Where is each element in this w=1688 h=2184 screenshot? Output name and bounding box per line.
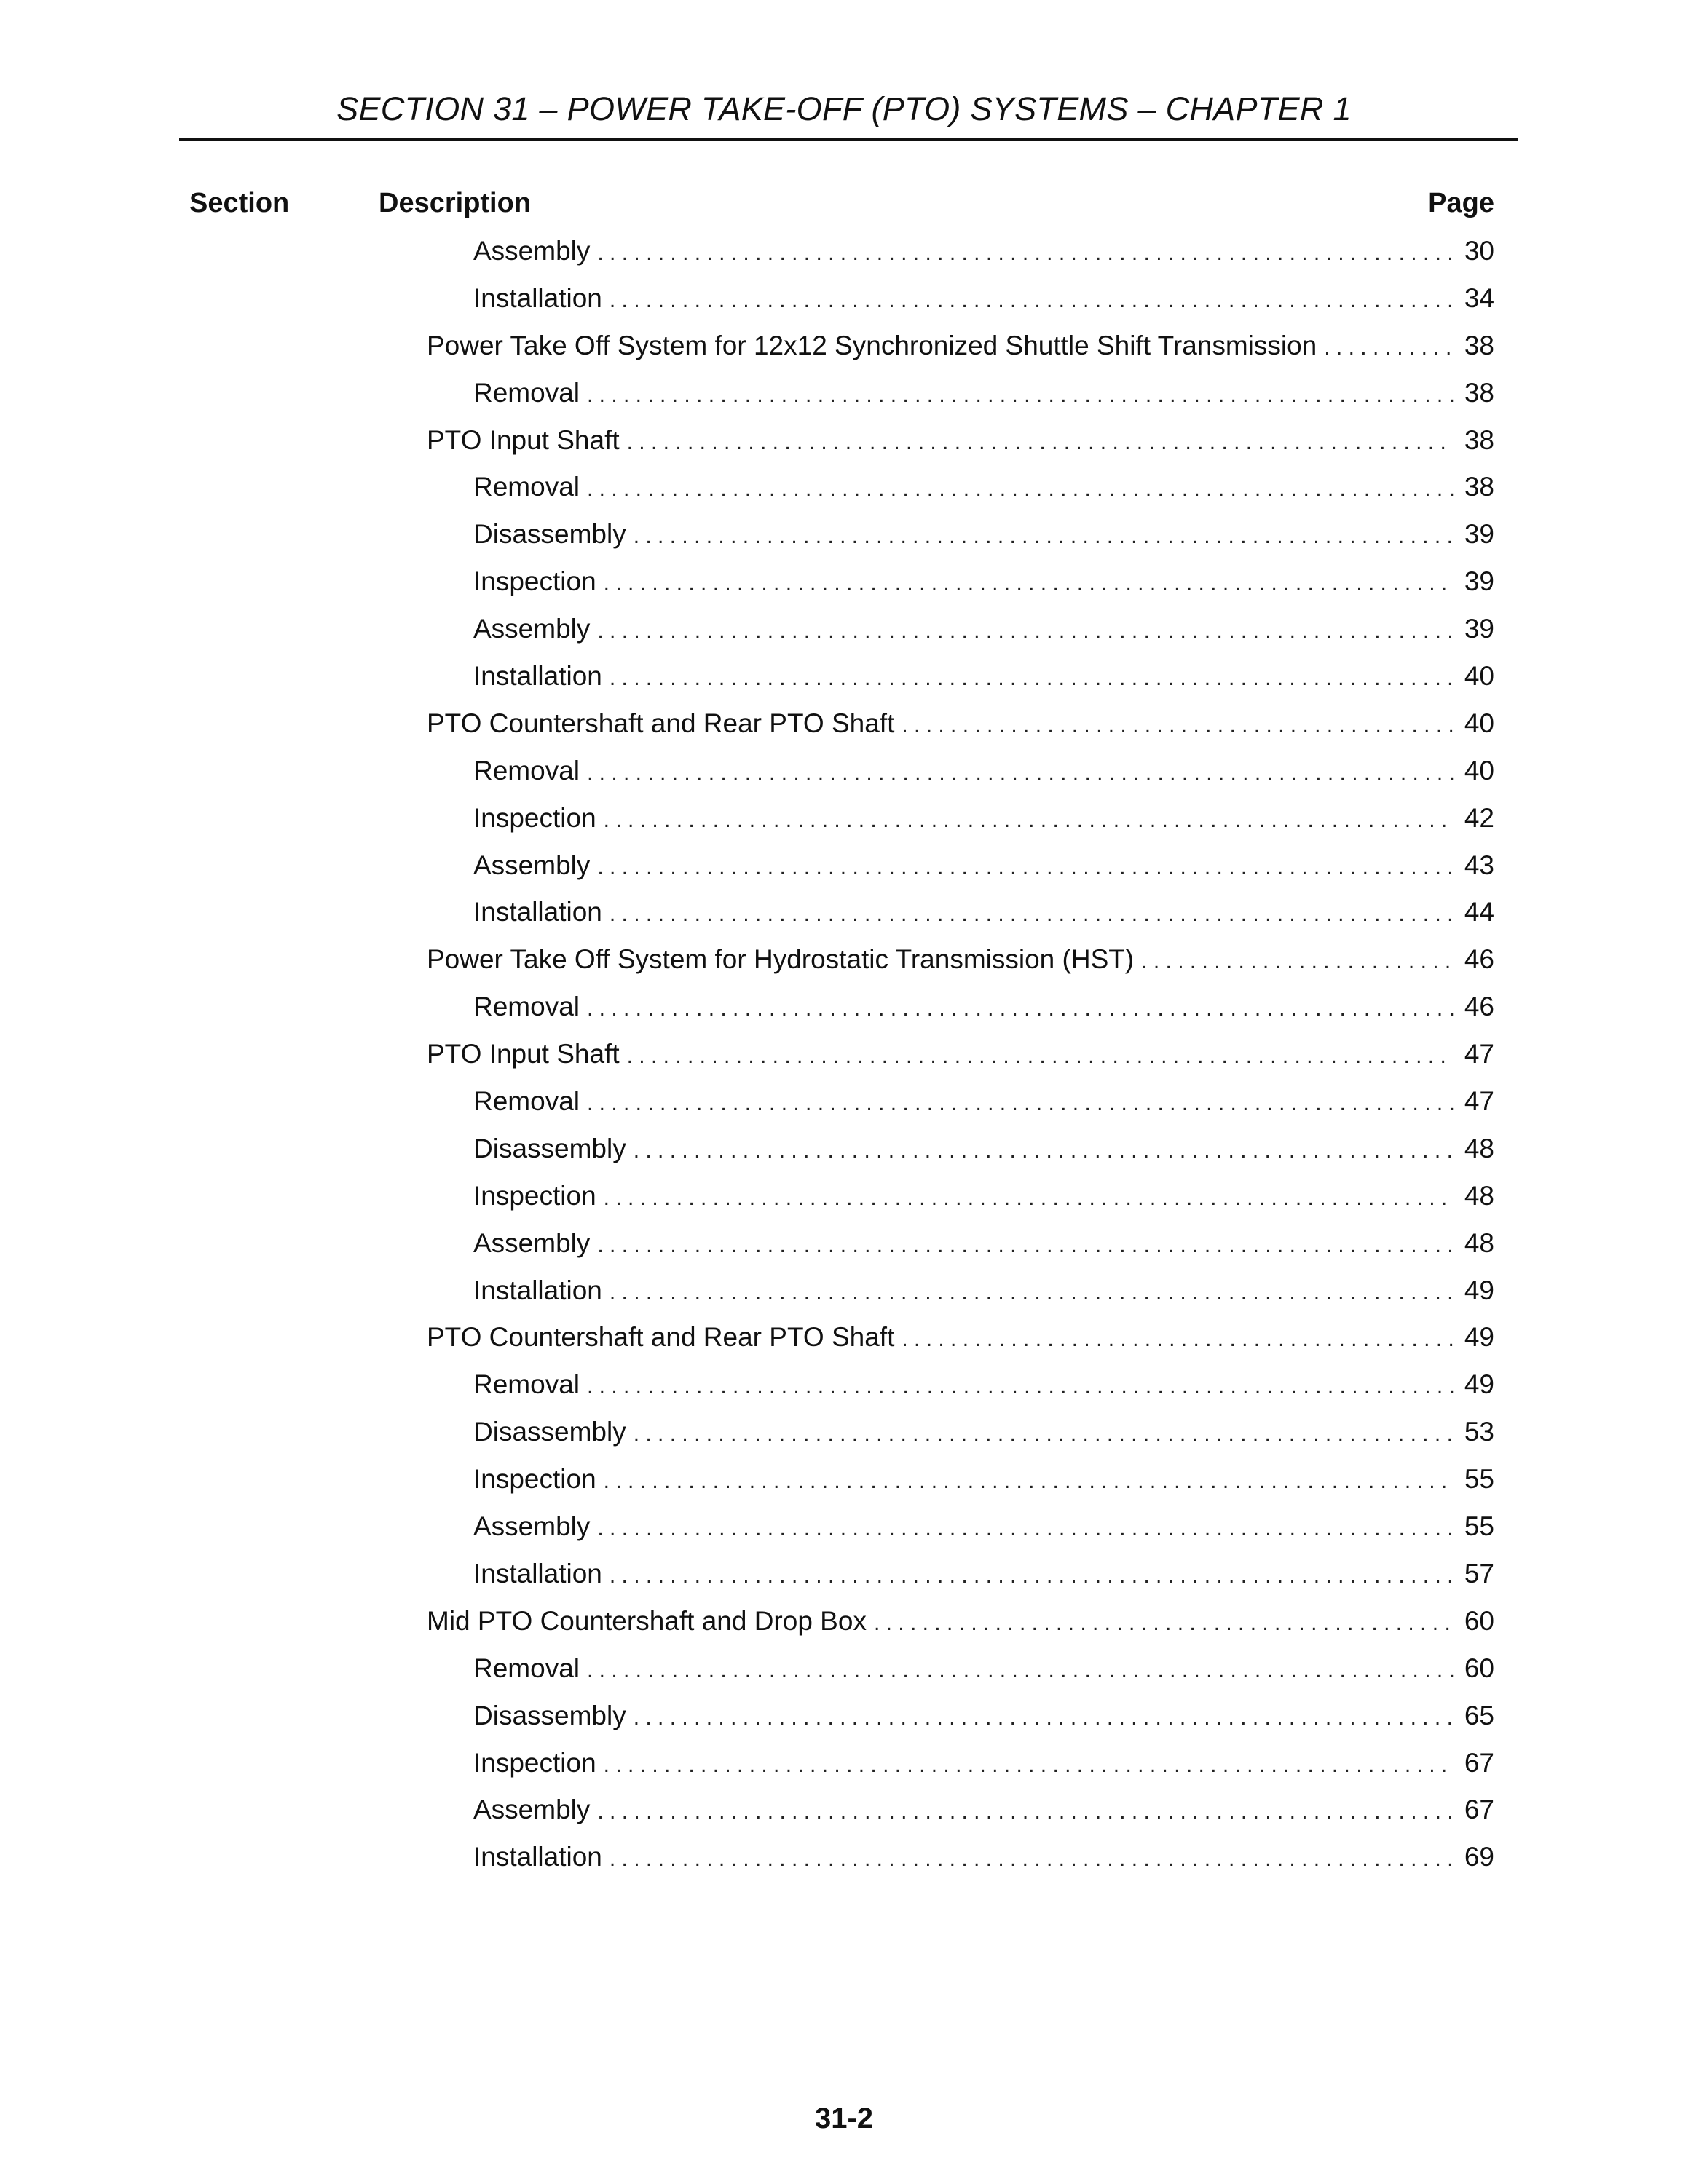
dot-leader bbox=[587, 756, 1454, 791]
dot-leader bbox=[597, 1511, 1454, 1546]
toc-entry bbox=[0, 706, 1688, 753]
dot-leader bbox=[597, 1795, 1454, 1829]
header-rule bbox=[179, 138, 1518, 141]
dot-leader bbox=[610, 283, 1454, 318]
toc-entry-title: Power Take Off System for Hydrostatic Transmission (HST) bbox=[427, 944, 1135, 975]
toc-entry-line bbox=[473, 234, 1494, 271]
toc-entry-title: Removal bbox=[473, 377, 580, 408]
toc-entry-line bbox=[473, 801, 1494, 838]
toc-entry bbox=[0, 376, 1688, 423]
dot-leader bbox=[610, 1275, 1454, 1310]
dot-leader bbox=[597, 1228, 1454, 1263]
dot-leader bbox=[610, 1842, 1454, 1877]
toc-entry bbox=[0, 1179, 1688, 1226]
toc-entry bbox=[0, 1604, 1688, 1651]
toc-entry-page: 34 bbox=[1464, 282, 1494, 313]
toc-entry-title: PTO Countershaft and Rear PTO Shaft bbox=[427, 1322, 895, 1353]
toc-entry bbox=[0, 659, 1688, 706]
dot-leader bbox=[587, 992, 1454, 1026]
toc-entry-page: 38 bbox=[1464, 472, 1494, 502]
toc-entry-page: 55 bbox=[1464, 1464, 1494, 1495]
toc-entry-title: Disassembly bbox=[473, 1133, 626, 1163]
toc-entry bbox=[0, 1840, 1688, 1887]
toc-entry bbox=[0, 848, 1688, 895]
toc-entry-page: 49 bbox=[1464, 1369, 1494, 1400]
toc-entry bbox=[0, 801, 1688, 848]
dot-leader bbox=[902, 708, 1454, 743]
column-header-section: Section bbox=[189, 188, 290, 218]
dot-leader bbox=[627, 425, 1454, 460]
toc-entry bbox=[0, 1367, 1688, 1415]
dot-leader bbox=[634, 519, 1454, 554]
toc-entry bbox=[0, 328, 1688, 376]
toc-entry bbox=[0, 1084, 1688, 1131]
toc-entry-page: 47 bbox=[1464, 1086, 1494, 1117]
toc-entry bbox=[0, 1415, 1688, 1462]
toc-entry-title: Mid PTO Countershaft and Drop Box bbox=[427, 1605, 867, 1636]
toc-entry-line bbox=[473, 1084, 1494, 1121]
toc-entry-page: 57 bbox=[1464, 1558, 1494, 1588]
toc-entry-page: 39 bbox=[1464, 614, 1494, 644]
toc-entry-title: Removal bbox=[473, 755, 580, 786]
toc-entry-page: 39 bbox=[1464, 519, 1494, 550]
dot-leader bbox=[597, 236, 1454, 271]
toc-entry-page: 55 bbox=[1464, 1511, 1494, 1542]
toc-entry-line bbox=[473, 1651, 1494, 1688]
toc-entry bbox=[0, 1698, 1688, 1746]
toc-entry-page: 69 bbox=[1464, 1842, 1494, 1872]
toc-entry bbox=[0, 1792, 1688, 1840]
toc-entry-line bbox=[427, 328, 1494, 365]
dot-leader bbox=[597, 614, 1454, 649]
toc-entry-page: 38 bbox=[1464, 330, 1494, 360]
toc-entry-line bbox=[473, 376, 1494, 413]
toc-entry-page: 65 bbox=[1464, 1700, 1494, 1730]
toc-entry-line bbox=[473, 1698, 1494, 1736]
dot-leader bbox=[902, 1322, 1454, 1357]
dot-leader bbox=[587, 1369, 1454, 1404]
toc-entry-title: Removal bbox=[473, 1653, 580, 1683]
dot-leader bbox=[604, 1181, 1454, 1216]
toc-entry-page: 47 bbox=[1464, 1039, 1494, 1069]
toc-entry bbox=[0, 470, 1688, 517]
toc-entry-line bbox=[473, 517, 1494, 554]
toc-entry-line bbox=[473, 1415, 1494, 1452]
toc-entry bbox=[0, 1226, 1688, 1273]
toc-entry bbox=[0, 1462, 1688, 1509]
toc-entry bbox=[0, 1273, 1688, 1321]
toc-entry-title: Removal bbox=[473, 1369, 580, 1400]
column-header-page: Page bbox=[1428, 188, 1494, 218]
toc-entry-title: Installation bbox=[473, 282, 602, 313]
dot-leader bbox=[587, 1653, 1454, 1688]
toc-entry-page: 38 bbox=[1464, 377, 1494, 408]
page-header-title: SECTION 31 – POWER TAKE-OFF (PTO) SYSTEMS – CHAPTER 1 bbox=[336, 90, 1352, 127]
toc-entry-page: 46 bbox=[1464, 944, 1494, 975]
dot-leader bbox=[1141, 944, 1454, 979]
toc-entry-title: Installation bbox=[473, 1558, 602, 1588]
toc-entry-line bbox=[473, 989, 1494, 1026]
toc-entry-page: 49 bbox=[1464, 1275, 1494, 1305]
table-of-contents bbox=[0, 234, 1688, 1887]
dot-leader bbox=[627, 1039, 1454, 1074]
toc-entry-page: 39 bbox=[1464, 566, 1494, 597]
dot-leader bbox=[604, 803, 1454, 838]
toc-entry-line bbox=[473, 1367, 1494, 1404]
toc-entry-title: Assembly bbox=[473, 236, 591, 266]
toc-entry-line bbox=[473, 1179, 1494, 1216]
dot-leader bbox=[610, 897, 1454, 932]
toc-entry-line bbox=[473, 1273, 1494, 1310]
dot-leader bbox=[634, 1701, 1454, 1736]
toc-entry-title: Power Take Off System for 12x12 Synchronized Shuttle Shift Transmission bbox=[427, 330, 1317, 360]
toc-entry-title: Inspection bbox=[473, 802, 596, 833]
dot-leader bbox=[604, 1464, 1454, 1499]
toc-entry-title: Assembly bbox=[473, 850, 591, 880]
toc-entry-line bbox=[427, 942, 1494, 979]
toc-entry-page: 44 bbox=[1464, 897, 1494, 927]
toc-entry-title: Installation bbox=[473, 1275, 602, 1305]
dot-leader bbox=[610, 1559, 1454, 1594]
toc-entry-title: Assembly bbox=[473, 614, 591, 644]
toc-entry-title: Disassembly bbox=[473, 519, 626, 550]
toc-entry-page: 42 bbox=[1464, 802, 1494, 833]
toc-entry-page: 40 bbox=[1464, 661, 1494, 692]
toc-entry bbox=[0, 989, 1688, 1037]
toc-entry-page: 53 bbox=[1464, 1417, 1494, 1447]
toc-entry-page: 48 bbox=[1464, 1227, 1494, 1258]
toc-entry-line bbox=[427, 423, 1494, 460]
toc-entry bbox=[0, 753, 1688, 801]
toc-entry bbox=[0, 423, 1688, 470]
toc-entry-page: 67 bbox=[1464, 1795, 1494, 1825]
toc-entry-title: PTO Countershaft and Rear PTO Shaft bbox=[427, 708, 895, 738]
toc-entry-title: Inspection bbox=[473, 1464, 596, 1495]
dot-leader bbox=[634, 1417, 1454, 1452]
toc-entry-line bbox=[473, 1226, 1494, 1263]
toc-entry-line bbox=[473, 659, 1494, 696]
toc-entry-line bbox=[473, 612, 1494, 649]
dot-leader bbox=[587, 1086, 1454, 1121]
dot-leader bbox=[874, 1606, 1454, 1641]
toc-entry bbox=[0, 234, 1688, 281]
dot-leader bbox=[634, 1133, 1454, 1168]
toc-entry-title: Installation bbox=[473, 1842, 602, 1872]
toc-entry-title: Assembly bbox=[473, 1511, 591, 1542]
toc-entry bbox=[0, 517, 1688, 564]
toc-entry bbox=[0, 564, 1688, 612]
toc-entry-title: Inspection bbox=[473, 1180, 596, 1211]
toc-entry-line bbox=[473, 848, 1494, 885]
toc-entry-page: 46 bbox=[1464, 992, 1494, 1022]
toc-entry-page: 38 bbox=[1464, 424, 1494, 455]
dot-leader bbox=[610, 661, 1454, 696]
toc-entry-line bbox=[473, 470, 1494, 507]
column-header-description: Description bbox=[379, 188, 532, 218]
toc-entry bbox=[0, 281, 1688, 328]
toc-entry-title: Assembly bbox=[473, 1227, 591, 1258]
toc-entry-line bbox=[473, 1556, 1494, 1594]
page-number: 31-2 bbox=[814, 2102, 874, 2134]
toc-entry-title: Assembly bbox=[473, 1795, 591, 1825]
toc-entry-page: 40 bbox=[1464, 755, 1494, 786]
toc-entry-page: 43 bbox=[1464, 850, 1494, 880]
toc-entry-line bbox=[473, 281, 1494, 318]
toc-entry-page: 40 bbox=[1464, 708, 1494, 738]
toc-entry-line bbox=[473, 1462, 1494, 1499]
toc-entry-title: Inspection bbox=[473, 566, 596, 597]
dot-leader bbox=[1324, 331, 1454, 365]
toc-entry bbox=[0, 895, 1688, 942]
toc-entry bbox=[0, 1651, 1688, 1698]
dot-leader bbox=[604, 566, 1454, 601]
toc-entry-line bbox=[473, 1131, 1494, 1168]
toc-entry-line bbox=[473, 1840, 1494, 1877]
toc-entry-title: Removal bbox=[473, 472, 580, 502]
toc-entry-page: 48 bbox=[1464, 1180, 1494, 1211]
toc-entry bbox=[0, 1320, 1688, 1367]
toc-entry-line bbox=[427, 706, 1494, 743]
toc-entry-title: Inspection bbox=[473, 1747, 596, 1778]
toc-entry-title: Installation bbox=[473, 897, 602, 927]
toc-entry bbox=[0, 1509, 1688, 1556]
toc-entry-line bbox=[473, 1792, 1494, 1829]
toc-entry-title: PTO Input Shaft bbox=[427, 424, 620, 455]
toc-entry-line bbox=[473, 753, 1494, 791]
toc-entry bbox=[0, 1746, 1688, 1793]
toc-entry-line bbox=[473, 895, 1494, 932]
toc-entry bbox=[0, 1131, 1688, 1179]
toc-entry-line bbox=[427, 1037, 1494, 1074]
toc-entry-title: Installation bbox=[473, 661, 602, 692]
dot-leader bbox=[587, 378, 1454, 413]
toc-entry-line bbox=[427, 1320, 1494, 1357]
toc-entry-page: 67 bbox=[1464, 1747, 1494, 1778]
dot-leader bbox=[597, 850, 1454, 885]
toc-entry-page: 60 bbox=[1464, 1605, 1494, 1636]
toc-entry-line bbox=[473, 1746, 1494, 1783]
toc-entry-line bbox=[473, 1509, 1494, 1546]
toc-entry-page: 48 bbox=[1464, 1133, 1494, 1163]
toc-entry-title: PTO Input Shaft bbox=[427, 1039, 620, 1069]
toc-entry-title: Removal bbox=[473, 992, 580, 1022]
toc-entry-page: 49 bbox=[1464, 1322, 1494, 1353]
toc-entry bbox=[0, 942, 1688, 989]
toc-entry-line bbox=[473, 564, 1494, 601]
dot-leader bbox=[587, 472, 1454, 507]
toc-entry bbox=[0, 612, 1688, 659]
toc-entry-page: 60 bbox=[1464, 1653, 1494, 1683]
toc-entry bbox=[0, 1037, 1688, 1084]
toc-entry-line bbox=[427, 1604, 1494, 1641]
toc-entry bbox=[0, 1556, 1688, 1604]
dot-leader bbox=[604, 1748, 1454, 1783]
toc-entry-title: Disassembly bbox=[473, 1700, 626, 1730]
toc-entry-page: 30 bbox=[1464, 236, 1494, 266]
toc-entry-title: Removal bbox=[473, 1086, 580, 1117]
toc-entry-title: Disassembly bbox=[473, 1417, 626, 1447]
